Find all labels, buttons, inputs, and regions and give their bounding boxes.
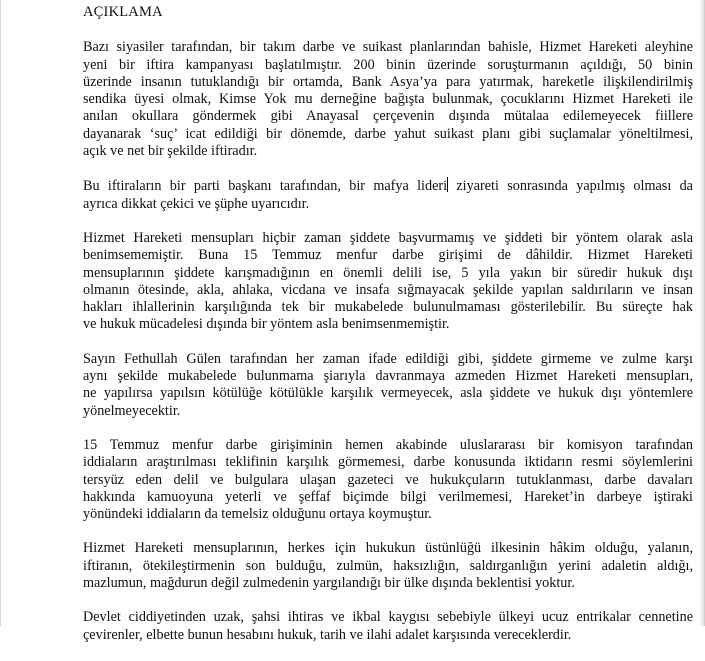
text-line: ve hukuk mücadelesi dışında bir yöntem asla benimsenmemiştir.	[83, 316, 450, 333]
text-line: 15 Temmuz menfur darbe girişiminin hemen akabinde uluslararası bir komisyon tarafından	[83, 436, 693, 453]
document-body[interactable]	[83, 4, 693, 661]
text-cursor	[447, 177, 448, 192]
text-line: Bazı siyasiler tarafından, bir takım darbe ve suikast planlarından bahisle, Hizmet Hareketi aleyhine	[83, 39, 693, 56]
text-line: tersyüz eden delil ve bulgulara ulaşan gazeteci ve hukukçuların tutuklanması, darbe davaları	[83, 471, 693, 488]
paragraph	[83, 609, 693, 644]
text-line: sendika üyesi olmak, Kimse Yok mu derneğine bağışta bulunmak, çocuklarını Hizmet Hareketi ile	[83, 91, 693, 108]
text-line: ayrıca dikkat çekici ve şüphe uyarıcıdır.	[83, 195, 310, 212]
paragraph	[83, 230, 693, 334]
text-line: benimsememiştir. Buna 15 Temmuz menfur darbe girişimi de dâhildir. Hizmet Hareketi	[83, 247, 693, 264]
text-line: açık ve net bir şekilde iftiradır.	[83, 143, 258, 160]
document-heading: AÇIKLAMA	[83, 4, 163, 20]
text-line: Bu iftiraların bir parti başkanı tarafından, bir mafya lideri ziyareti sonrasında yapılmış olması da	[83, 178, 693, 195]
text-line: hakları ihlallerinin karşılığında tek bir mukabelede bulunulmaması gösterilebilir. Bu süreçte hak	[83, 299, 693, 316]
text-line: anılan okullara göndermek gibi Anayasal çerçevenin dışında mütalaa edilemeyecek fiillere	[83, 108, 693, 125]
text-line: olmanın ötesinde, akla, ahlaka, vicdana ve insafa sığmayacak şekilde yapılan saldırıların ve insan	[83, 281, 693, 298]
text-line: aynı şekilde mukabelede bulunmama şiarıyla davranmaya azmeden Hizmet Hareketi mensupları,	[83, 368, 693, 385]
paragraph	[83, 437, 693, 523]
text-line: hakkında kamuoyuna yeterli ve şeffaf biçimde bilgi verilmemesi, Hareket’in darbeye iştiraki	[83, 488, 693, 505]
text-line: yeni bir iftira kampanyası başlatılmıştır. 200 binin üzerinde soruşturmanın açıldığı, 50 binin	[83, 56, 693, 73]
text-line: iftiranın, ötekileştirmenin son bulduğu, zulmün, haksızlığın, saldırganlığın yerini adaletin aldığı,	[83, 557, 693, 574]
text-line: iddiaların araştırılması teklifinin karşılık görmemesi, darbe konusunda iktidarın resmi söylemlerini	[83, 454, 693, 471]
text-line: mensuplarının şiddete karışmadığının en önemli delili ise, 5 yıla yakın bir süredir hukuk dışı	[83, 264, 693, 281]
paragraph-container	[83, 39, 693, 644]
paragraph	[83, 540, 693, 592]
text-line: dayanarak ‘suç’ icat edildiği bir dönemde, darbe yahut suikast planı gibi suçlamalar yöneltilmesi,	[83, 125, 693, 142]
text-line: üzerinde insanın tutuklandığı bir ortamda, Bank Asya’ya para yatırmak, hareketle ilişkilendirilmiş	[83, 73, 693, 90]
paragraph	[83, 39, 693, 160]
text-line: Sayın Fethullah Gülen tarafından her zaman ifade edildiği gibi, şiddete girmeme ve zulme karşı	[83, 350, 693, 367]
text-line: yönündeki iddiaların da temelsiz olduğunu ortaya koymuştur.	[83, 506, 432, 523]
text-line: yönelmeyecektir.	[83, 402, 181, 419]
text-line: Hizmet Hareketi mensupları hiçbir zaman şiddete başvurmamış ve şiddeti bir yöntem olarak asla	[83, 229, 693, 246]
text-line: mazlumun, mağdurun değil zulmedenin yargılandığı bir ülke dışında beklentisi yoktur.	[83, 575, 575, 592]
text-line: Hizmet Hareketi mensuplarının, herkes için hukukun üstünlüğü ilkesinin hâkim olduğu, yalanın,	[83, 540, 693, 557]
text-line: Devlet ciddiyetinden uzak, şahsi ihtiras ve ikbal kaygısı sebebiyle ülkeyi ucuz entrikalar cennetine	[83, 609, 693, 626]
paragraph	[83, 351, 693, 420]
paragraph	[83, 177, 693, 213]
text-line: ne yapılırsa yapılsın kötülüğe kötülükle karşılık vermeyecek, asla şiddete ve hukuk dışı yöntemlere	[83, 385, 693, 402]
text-line: çevirenler, elbette bunun hesabını hukuk, tarih ve ilahi adalet karşısında vereceklerdir.	[83, 626, 572, 643]
